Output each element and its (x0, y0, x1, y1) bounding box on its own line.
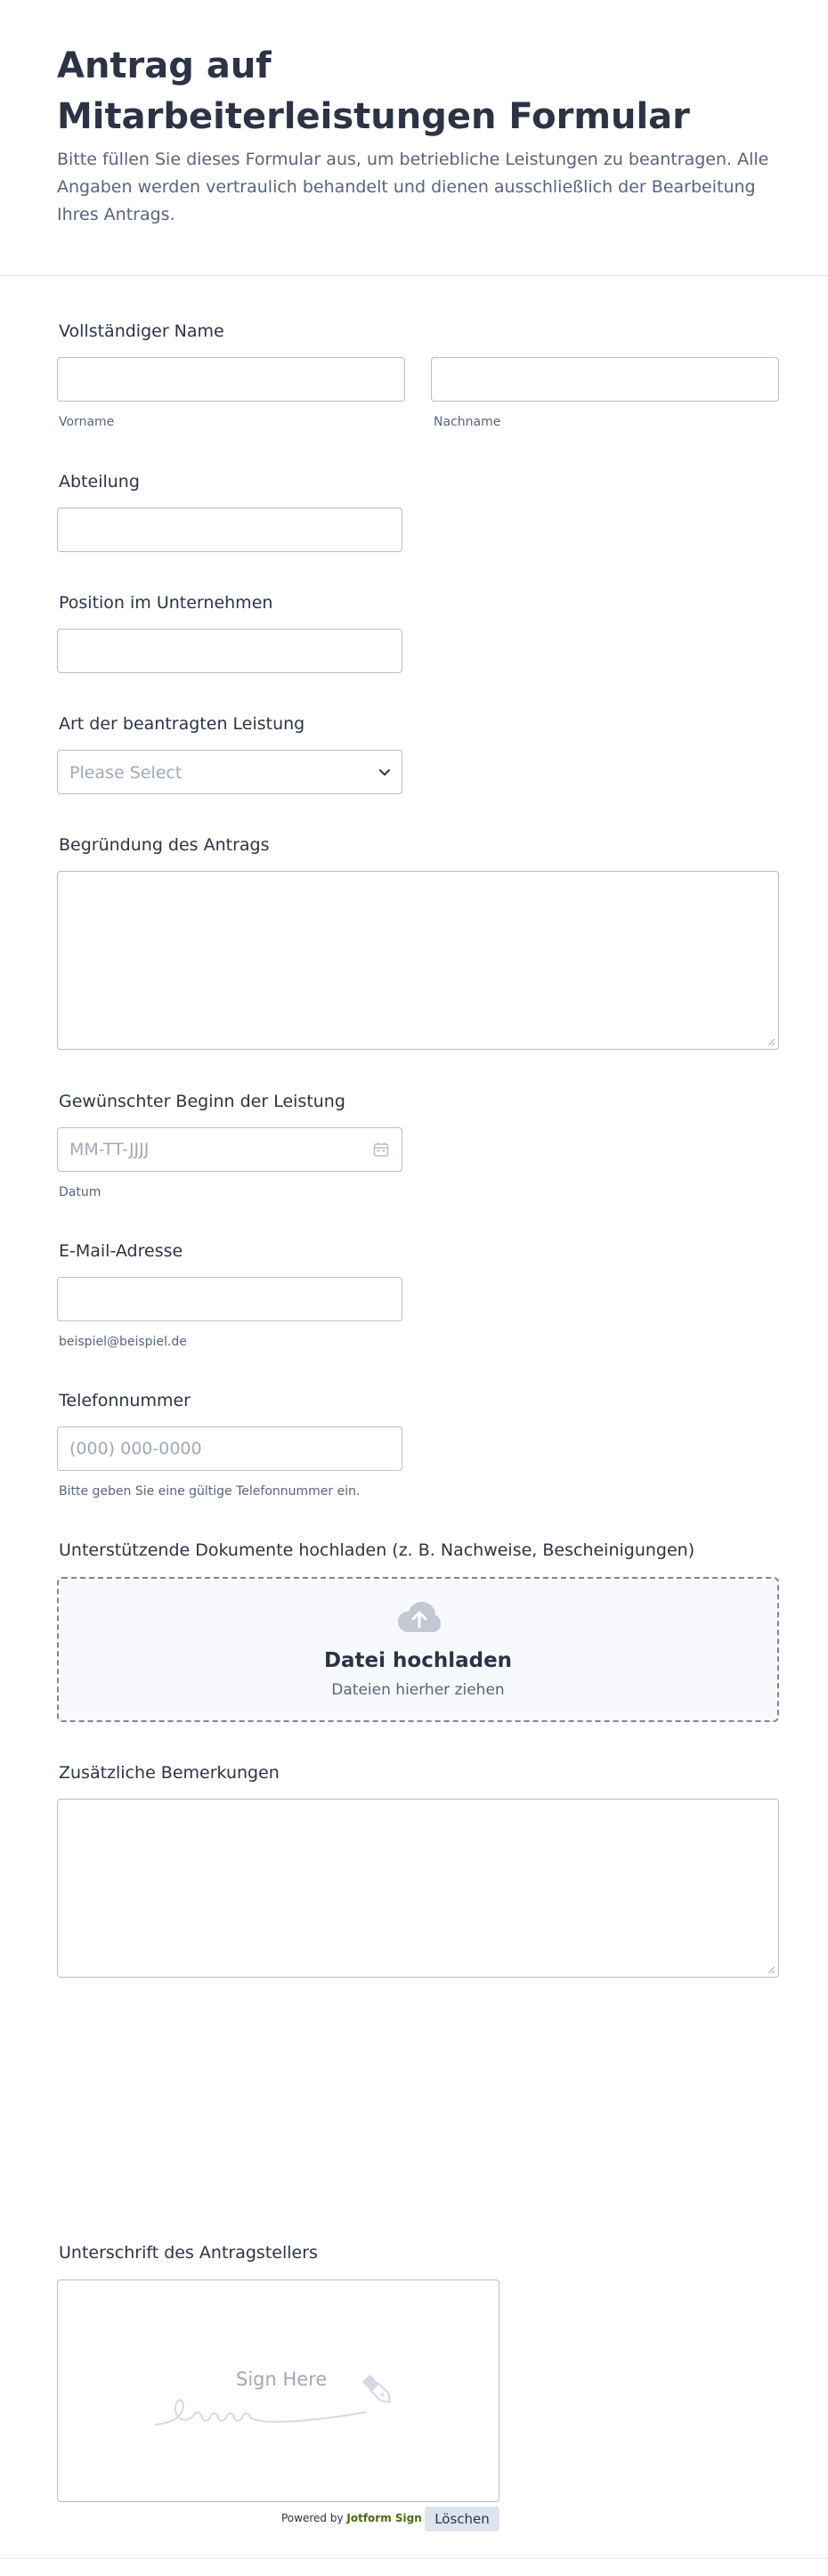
upload-title: Datei hochladen (323, 1649, 513, 1672)
upload-subtitle: Dateien hierher ziehen (331, 1681, 505, 1699)
powered-by-prefix: Powered by (281, 2512, 347, 2524)
resize-grip-icon[interactable] (767, 1037, 775, 1046)
first-name-sublabel: Vorname (59, 415, 115, 429)
last-name-sublabel: Nachname (434, 415, 501, 429)
file-upload-dropzone[interactable] (57, 1577, 779, 1722)
form-title: Antrag auf Mitarbeiterleistungen Formular (57, 45, 690, 137)
signature-label: Unterschrift des Antragstellers (59, 2243, 318, 2263)
phone-input[interactable] (57, 1426, 402, 1471)
cloud-upload-icon (397, 1600, 442, 1636)
email-label: E-Mail-Adresse (59, 1241, 183, 1261)
email-input[interactable] (57, 1277, 402, 1321)
phone-label: Telefonnummer (59, 1391, 191, 1410)
position-input[interactable] (57, 629, 402, 673)
upload-label: Unterstützende Dokumente hochladen (z. B. Nachweise, Bescheinigungen) (59, 1540, 695, 1560)
full-name-label: Vollständiger Name (59, 321, 224, 341)
clear-signature-button[interactable]: Löschen (425, 2507, 499, 2531)
benefit-type-selected: Please Select (69, 763, 183, 783)
email-sublabel: beispiel@beispiel.de (59, 1335, 187, 1349)
phone-sublabel: Bitte geben Sie eine gültige Telefonnummer ein. (59, 1484, 361, 1499)
start-date-sublabel: Datum (59, 1185, 101, 1199)
start-date-input[interactable] (57, 1127, 402, 1172)
calendar-icon[interactable] (372, 1141, 390, 1158)
signature-placeholder: Sign Here (236, 2369, 328, 2390)
form-description: Bitte füllen Sie dieses Formular aus, um betriebliche Leistungen zu beantragen. Alle Angaben werden vertraulich behandelt und dienen ausschließlich der Bearbeitung Ihres Antrags. (57, 150, 769, 224)
signature-pad[interactable] (57, 2279, 499, 2502)
benefit-type-label: Art der beantragten Leistung (59, 714, 305, 734)
remarks-label: Zusätzliche Bemerkungen (59, 1763, 280, 1783)
first-name-input[interactable] (57, 357, 405, 402)
remarks-textarea[interactable] (57, 1799, 779, 1978)
powered-by-text (281, 2511, 422, 2525)
benefit-type-select[interactable] (57, 750, 402, 794)
reason-textarea[interactable] (57, 871, 779, 1050)
department-input[interactable] (57, 508, 402, 552)
start-date-label: Gewünschter Beginn der Leistung (59, 1092, 345, 1111)
form-header (0, 0, 828, 276)
chevron-down-icon (377, 764, 393, 780)
last-name-input[interactable] (431, 357, 779, 402)
resize-grip-icon[interactable] (767, 1965, 775, 1974)
department-label: Abteilung (59, 472, 140, 492)
footer-divider (0, 2558, 828, 2559)
jotform-sign-brand[interactable]: Jotform Sign (346, 2512, 422, 2524)
reason-label: Begründung des Antrags (59, 835, 270, 855)
start-date-field (57, 1127, 402, 1172)
position-label: Position im Unternehmen (59, 593, 273, 613)
